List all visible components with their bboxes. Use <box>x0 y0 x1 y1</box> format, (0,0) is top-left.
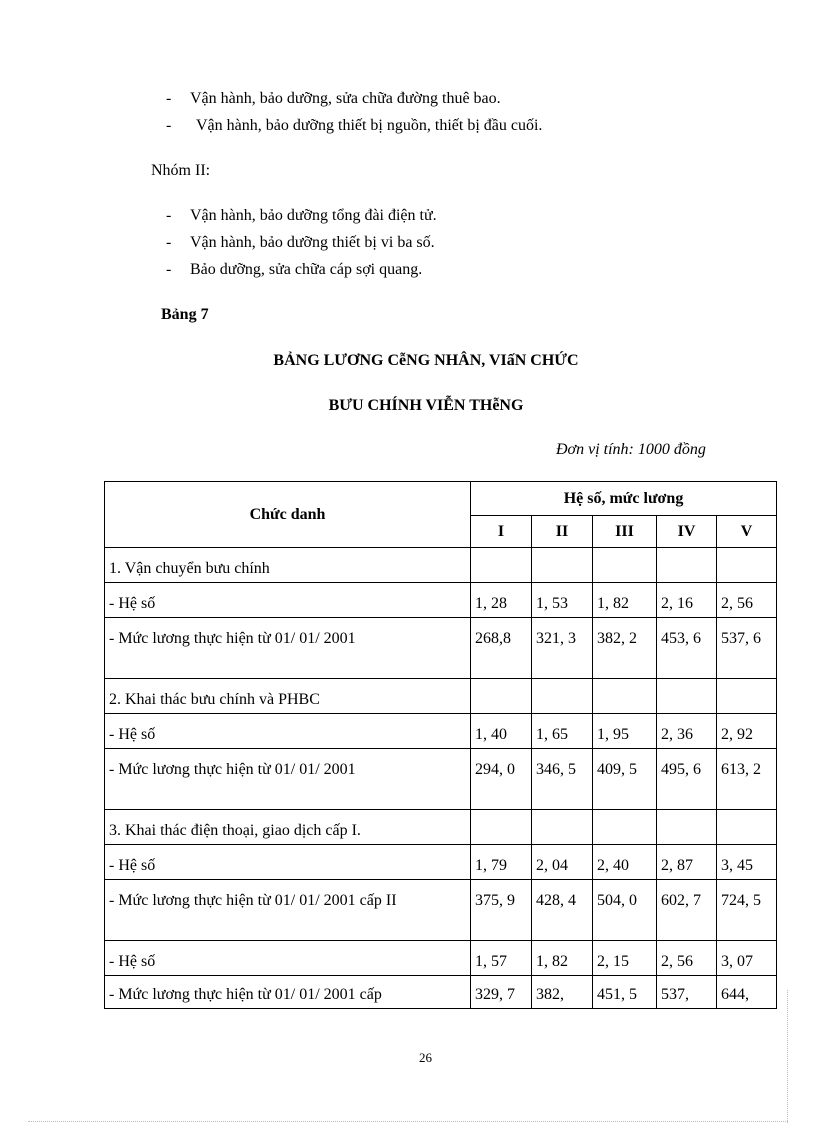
row-label: - Mức lương thực hiện từ 01/ 01/ 2001 <box>105 618 471 679</box>
cell-value: 268,8 <box>471 618 532 679</box>
row-label: - Mức lương thực hiện từ 01/ 01/ 2001 <box>105 749 471 810</box>
cell-value: 1, 65 <box>532 714 593 749</box>
cell-value: 2, 40 <box>593 845 657 880</box>
table-row <box>105 810 777 845</box>
cell-value <box>657 679 717 714</box>
cell-value <box>717 679 777 714</box>
cell-value: 537, <box>657 976 717 1009</box>
cell-value <box>717 810 777 845</box>
bullet-dash: - <box>166 207 172 224</box>
grade-header: III <box>593 516 657 548</box>
row-label: - Hệ số <box>105 583 471 618</box>
group-title: Nhóm II: <box>151 162 211 179</box>
bullet-text: Vận hành, bảo dưỡng thiết bị nguồn, thiết bị đầu cuối. <box>196 117 543 134</box>
cell-value: 1, 95 <box>593 714 657 749</box>
page-border-right <box>787 990 788 1123</box>
cell-value: 428, 4 <box>532 880 593 941</box>
cell-value: 409, 5 <box>593 749 657 810</box>
table-label: Bảng 7 <box>161 306 209 323</box>
cell-value: 602, 7 <box>657 880 717 941</box>
cell-value <box>532 679 593 714</box>
cell-value: 346, 5 <box>532 749 593 810</box>
table-row <box>105 880 777 941</box>
grade-header: V <box>717 516 777 548</box>
cell-value <box>717 548 777 583</box>
grade-header: II <box>532 516 593 548</box>
cell-value: 1, 57 <box>471 941 532 976</box>
cell-value: 2, 56 <box>657 941 717 976</box>
cell-value: 382, 2 <box>593 618 657 679</box>
cell-value: 1, 28 <box>471 583 532 618</box>
cell-value: 375, 9 <box>471 880 532 941</box>
cell-value: 321, 3 <box>532 618 593 679</box>
cell-value <box>657 548 717 583</box>
table-row <box>105 618 777 679</box>
cell-value: 613, 2 <box>717 749 777 810</box>
table-row <box>105 679 777 714</box>
cell-value: 1, 82 <box>593 583 657 618</box>
cell-value: 1, 79 <box>471 845 532 880</box>
cell-value: 1, 40 <box>471 714 532 749</box>
table-row <box>105 845 777 880</box>
cell-value: 2, 87 <box>657 845 717 880</box>
grade-header: I <box>471 516 532 548</box>
grade-header: IV <box>657 516 717 548</box>
cell-value: 724, 5 <box>717 880 777 941</box>
cell-value <box>593 679 657 714</box>
row-label: 2. Khai thác bưu chính và PHBC <box>105 679 471 714</box>
cell-value: 495, 6 <box>657 749 717 810</box>
cell-value <box>657 810 717 845</box>
cell-value <box>593 810 657 845</box>
cell-value: 1, 82 <box>532 941 593 976</box>
row-label: 3. Khai thác điện thoại, giao dịch cấp I. <box>105 810 471 845</box>
cell-value: 294, 0 <box>471 749 532 810</box>
cell-value: 644, <box>717 976 777 1009</box>
column-group-header: Hệ số, mức lương <box>471 482 777 516</box>
page-number: 26 <box>419 1050 432 1065</box>
cell-value: 3, 07 <box>717 941 777 976</box>
row-label: 1. Vận chuyển bưu chính <box>105 548 471 583</box>
bullet-dash: - <box>166 90 172 107</box>
table-row <box>105 976 777 1009</box>
cell-value: 2, 92 <box>717 714 777 749</box>
row-label: - Hệ số <box>105 941 471 976</box>
bullet-dash: - <box>166 261 172 278</box>
page-border-bottom <box>28 1121 788 1122</box>
cell-value: 537, 6 <box>717 618 777 679</box>
cell-value <box>471 548 532 583</box>
cell-value: 2, 16 <box>657 583 717 618</box>
table-row <box>105 749 777 810</box>
cell-value <box>532 810 593 845</box>
cell-value: 382, <box>532 976 593 1009</box>
cell-value <box>532 548 593 583</box>
bullet-text: Vận hành, bảo dưỡng tổng đài điện tử. <box>190 207 437 224</box>
row-label: - Hệ số <box>105 714 471 749</box>
cell-value: 1, 53 <box>532 583 593 618</box>
cell-value: 3, 45 <box>717 845 777 880</box>
bullet-dash: - <box>166 117 172 134</box>
cell-value: 2, 56 <box>717 583 777 618</box>
table-row <box>105 714 777 749</box>
row-label: - Mức lương thực hiện từ 01/ 01/ 2001 cấp II <box>105 880 471 941</box>
cell-value <box>593 548 657 583</box>
column-header-title: Chức danh <box>105 482 471 548</box>
cell-value <box>471 679 532 714</box>
cell-value <box>471 810 532 845</box>
cell-value: 504, 0 <box>593 880 657 941</box>
page-title: BẢNG LƯƠNG CễNG NHÂN, VIấN CHỨC <box>273 352 579 369</box>
table-row <box>105 583 777 618</box>
bullet-dash: - <box>166 234 172 251</box>
cell-value: 2, 36 <box>657 714 717 749</box>
cell-value: 453, 6 <box>657 618 717 679</box>
row-label: - Mức lương thực hiện từ 01/ 01/ 2001 cấp <box>105 976 471 1009</box>
bullet-text: Vận hành, bảo dưỡng thiết bị vi ba số. <box>190 234 435 251</box>
cell-value: 329, 7 <box>471 976 532 1009</box>
cell-value: 2, 15 <box>593 941 657 976</box>
row-label: - Hệ số <box>105 845 471 880</box>
table-row <box>105 941 777 976</box>
bullet-text: Vận hành, bảo dưỡng, sửa chữa đường thuê bao. <box>190 90 501 107</box>
cell-value: 451, 5 <box>593 976 657 1009</box>
salary-table <box>104 481 777 1009</box>
cell-value: 2, 04 <box>532 845 593 880</box>
unit-note: Đơn vị tính: 1000 đồng <box>556 441 706 458</box>
table-row <box>105 548 777 583</box>
bullet-text: Bảo dưỡng, sửa chữa cáp sợi quang. <box>190 261 423 278</box>
page-subtitle: BƯU CHÍNH VIỄN THễNG <box>328 397 524 414</box>
